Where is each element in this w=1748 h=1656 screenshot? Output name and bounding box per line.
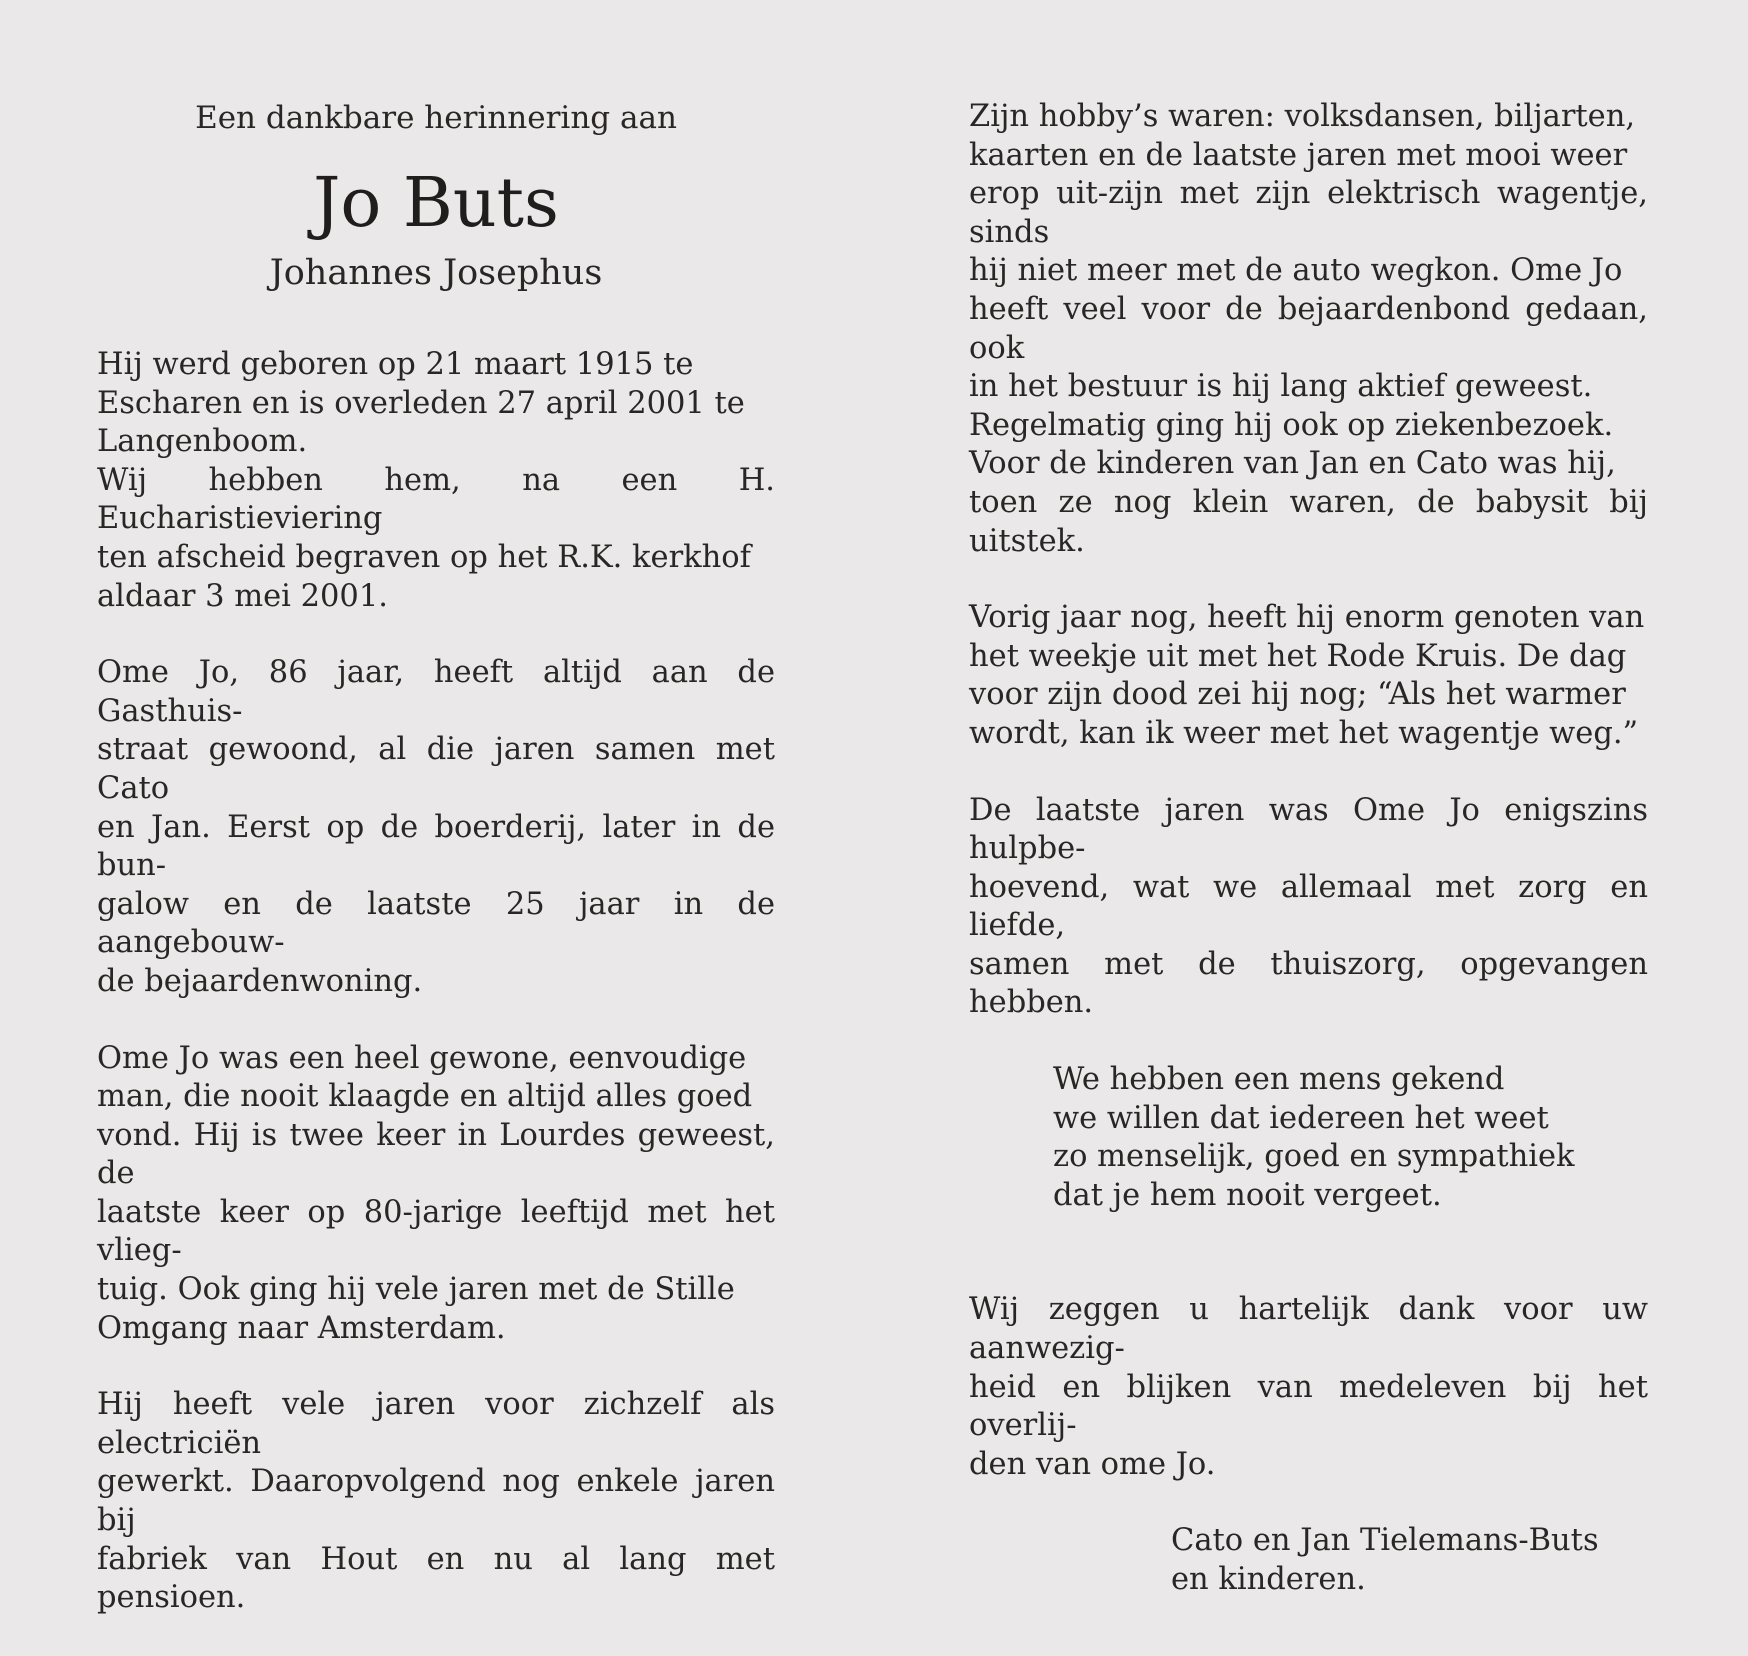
text-line: Vorig jaar nog, heeft hij enorm genoten van (969, 600, 1645, 636)
signature-line: Cato en Jan Tielemans-Buts (1171, 1523, 1599, 1559)
text-line: Voor de kinderen van Jan en Cato was hij, (969, 446, 1616, 482)
text-line: Wij zeggen u hartelijk dank voor uw aanwezig- (969, 1292, 1648, 1367)
text-line: erop uit-zijn met zijn elektrisch wagentje, sinds (969, 176, 1648, 250)
paragraph-work (97, 1386, 775, 1618)
left-column (97, 98, 775, 1656)
text-line: laatste keer op 80-jarige leeftijd met het vlieg- (97, 1194, 775, 1269)
text-line: hoevend, wat we allemaal met zorg en liefde, (969, 869, 1648, 944)
text-line: Regelmatig ging hij ook op ziekenbezoek. (969, 407, 1614, 443)
text-line: heid en blijken van medeleven bij het overlij- (969, 1369, 1648, 1444)
text-line: toen ze nog klein waren, de babysit bij uitstek. (969, 484, 1648, 559)
text-line: Wij hebben hem, na een H. Eucharistieviering (97, 462, 775, 537)
text-line: samen met de thuiszorg, opgevangen hebben. (969, 946, 1648, 1021)
text-line: de bejaardenwoning. (97, 963, 423, 999)
poem-line: zo menselijk, goed en sympathiek (1053, 1139, 1575, 1175)
text-line: het weekje uit met het Rode Kruis. De dag (969, 638, 1627, 674)
text-line: Zijn hobby’s waren: volksdansen, biljarten, (969, 99, 1636, 134)
text-line: voor zijn dood zei hij nog; “Als het warmer (969, 677, 1626, 713)
text-line: tuig. Ook ging hij vele jaren met de Stille (97, 1272, 735, 1308)
paragraph-last-year (969, 599, 1648, 753)
text-line: aldaar 3 mei 2001. (97, 578, 388, 614)
paragraph-care (969, 792, 1648, 1024)
paragraph-thanks (969, 1291, 1648, 1484)
text-line: heeft veel voor de bejaardenbond gedaan, ook (969, 291, 1648, 366)
text-line: gewerkt. Daaropvolgend nog enkele jaren bij (97, 1464, 775, 1539)
text-line: man, die nooit klaagde en altijd alles goed (97, 1079, 753, 1115)
text-line: den van ome Jo. (969, 1446, 1216, 1482)
text-line: hij niet meer met de auto wegkon. Ome Jo (969, 253, 1623, 289)
text-line: kaarten en de laatste jaren met mooi weer (969, 137, 1628, 173)
text-line: Ome Jo was een heel gewone, eenvoudige (97, 1040, 747, 1076)
deceased-name: Jo Buts (313, 164, 559, 243)
intro-text: Een dankbare herinnering aan (195, 100, 677, 136)
signature (1171, 1522, 1648, 1599)
text-line: ten afscheid begraven op het R.K. kerkhof (97, 539, 751, 575)
text-line: wordt, kan ik weer met het wagentje weg.” (969, 715, 1639, 751)
text-line: Hij werd geboren op 21 maart 1915 te (97, 347, 694, 382)
paragraph-hobbies (969, 98, 1648, 561)
text-line: in het bestuur is hij lang aktief geweest. (969, 369, 1593, 405)
text-line: Ome Jo, 86 jaar, heeft altijd aan de Gasthuis- (97, 655, 775, 729)
paragraph-birth-death (97, 346, 775, 616)
text-line: fabriek van Hout en nu al lang met pensioen. (97, 1541, 775, 1616)
text-line: straat gewoond, al die jaren samen met Cato (97, 732, 775, 806)
text-line: galow en de laatste 25 jaar in de aangebouw- (97, 886, 775, 961)
signature-line: en kinderen. (1171, 1562, 1366, 1597)
poem-line: dat je hem nooit vergeet. (1053, 1177, 1442, 1213)
paragraph-home (97, 654, 775, 1001)
poem (1053, 1061, 1648, 1215)
poem-line: We hebben een mens gekend (1053, 1062, 1505, 1098)
text-line: De laatste jaren was Ome Jo enigszins hulpbe- (969, 792, 1648, 867)
text-line: Langenboom. (97, 424, 308, 460)
text-line: Escharen en is overleden 27 april 2001 te (97, 385, 745, 421)
text-line: Hij heeft vele jaren voor zichzelf als electriciën (97, 1387, 775, 1461)
text-line: vond. Hij is twee keer in Lourdes geweest, de (97, 1117, 775, 1192)
right-column (969, 98, 1648, 1600)
text-line: en Jan. Eerst op de boerderij, later in de bun- (97, 809, 775, 884)
deceased-full-name: Johannes Josephus (269, 253, 603, 293)
text-line: Omgang naar Amsterdam. (97, 1310, 506, 1346)
poem-line: we willen dat iedereen het weet (1053, 1100, 1549, 1136)
paragraph-character (97, 1040, 775, 1349)
